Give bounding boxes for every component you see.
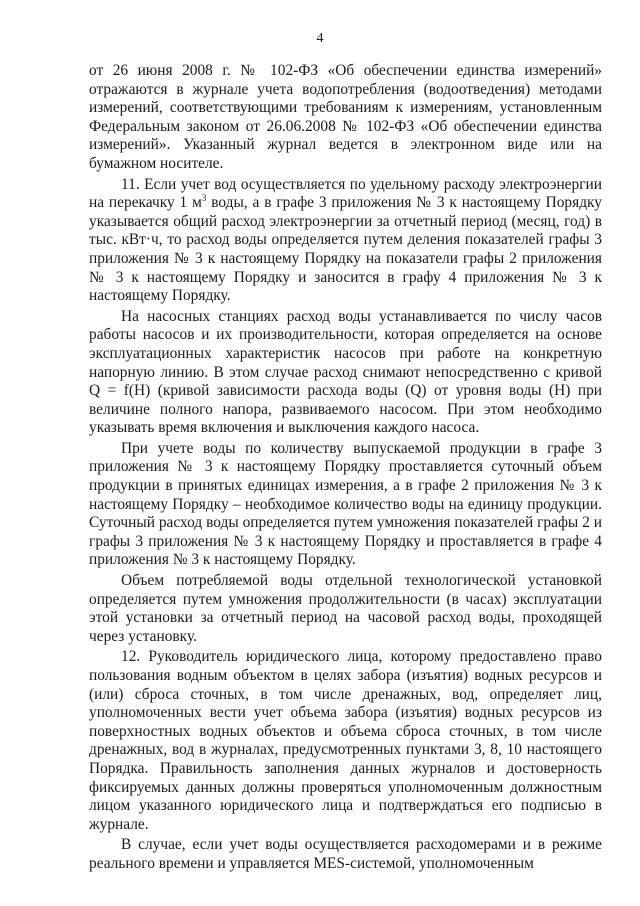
- paragraph-installation-volume: Объем потребляемой воды отдельной технологической установкой определяется путем умножения продолжительности (в часах) эксплуатации этой установки за отчетный период на часовой расход воды, проходящей через установку.: [89, 572, 602, 645]
- paragraph-11: [89, 176, 602, 306]
- paragraph-pump-stations: На насосных станциях расход воды устанавливается по числу часов работы насосов и их производительности, которая определяется на основе эксплуатационных характеристик насосов при работе на конкретную напорную линию. В этом случае расход снимают непосредственно с кривой Q = f(H) (кривой зависимости расхода воды (Q) от уровня воды (H) при величине полного напора, развиваемого насосом. При этом необходимо указывать время включения и выключения каждого насоса.: [89, 307, 602, 437]
- superscript-3: 3: [201, 193, 207, 204]
- page-number: 4: [316, 31, 324, 46]
- document-body: [89, 62, 602, 876]
- paragraph-12: 12. Руководитель юридического лица, которому предоставлено право пользования водным объектом в целях забора (изъятия) водных ресурсов и (или) сброса сточных, в том числе дренажных, вод, определяет лиц, уполномоченных вести учет объема забора (изъятия) водных ресурсов из поверхностных водных объектов и объема сброса сточных, в том числе дренажных, вод в журналах, предусмотренных пунктами 3, 8, 10 настоящего Порядка. Правильность заполнения данных журналов и достоверность фиксируемых данных должны проверяться уполномоченным должностным лицом указанного юридического лица и подтверждаться его подписью в журнале.: [89, 648, 602, 833]
- paragraph-production-accounting: При учете воды по количеству выпускаемой продукции в графе 3 приложения № 3 к настоящему Порядку проставляется суточный объем продукции в принятых единицах измерения, а в графе 2 приложения № 3 к настоящему Порядку – необходимое количество воды на единицу продукции. Суточный расход воды определяется путем умножения показателей графы 2 и графы 3 приложения № 3 к настоящему Порядку и проставляется в графе 4 приложения № 3 к настоящему Порядку.: [89, 439, 602, 569]
- paragraph-mes-system: В случае, если учет воды осуществляется расходомерами и в режиме реального времени и управляется MES-системой, уполномоченным: [89, 836, 602, 872]
- paragraph-11-text-end: воды, а в графе 3 приложения № 3 к настоящему Порядку указывается общий расход электроэнергии за отчетный период (месяц, год) в тыс. кВт·ч, то расход воды определяется путем деления показателей графы 3 приложения № 3 к настоящему Порядку на показатели графы 2 приложения № 3 к настоящему Порядку и заносится в графу 4 приложения № 3 к настоящему Порядку.: [89, 194, 602, 305]
- paragraph-1: от 26 июня 2008 г. № 102-ФЗ «Об обеспечении единства измерений» отражаются в журнале учета водопотребления (водоотведения) методами измерений, соответствующими требованиям к измерениям, установленным Федеральным законом от 26.06.2008 № 102-ФЗ «Об обеспечении единства измерений». Указанный журнал ведется в электронном виде или на бумажном носителе.: [89, 62, 602, 172]
- paragraph-11-text-start: 11. Если учет вод осуществляется по удельному расходу электроэнергии на перекачку 1 м: [89, 175, 602, 212]
